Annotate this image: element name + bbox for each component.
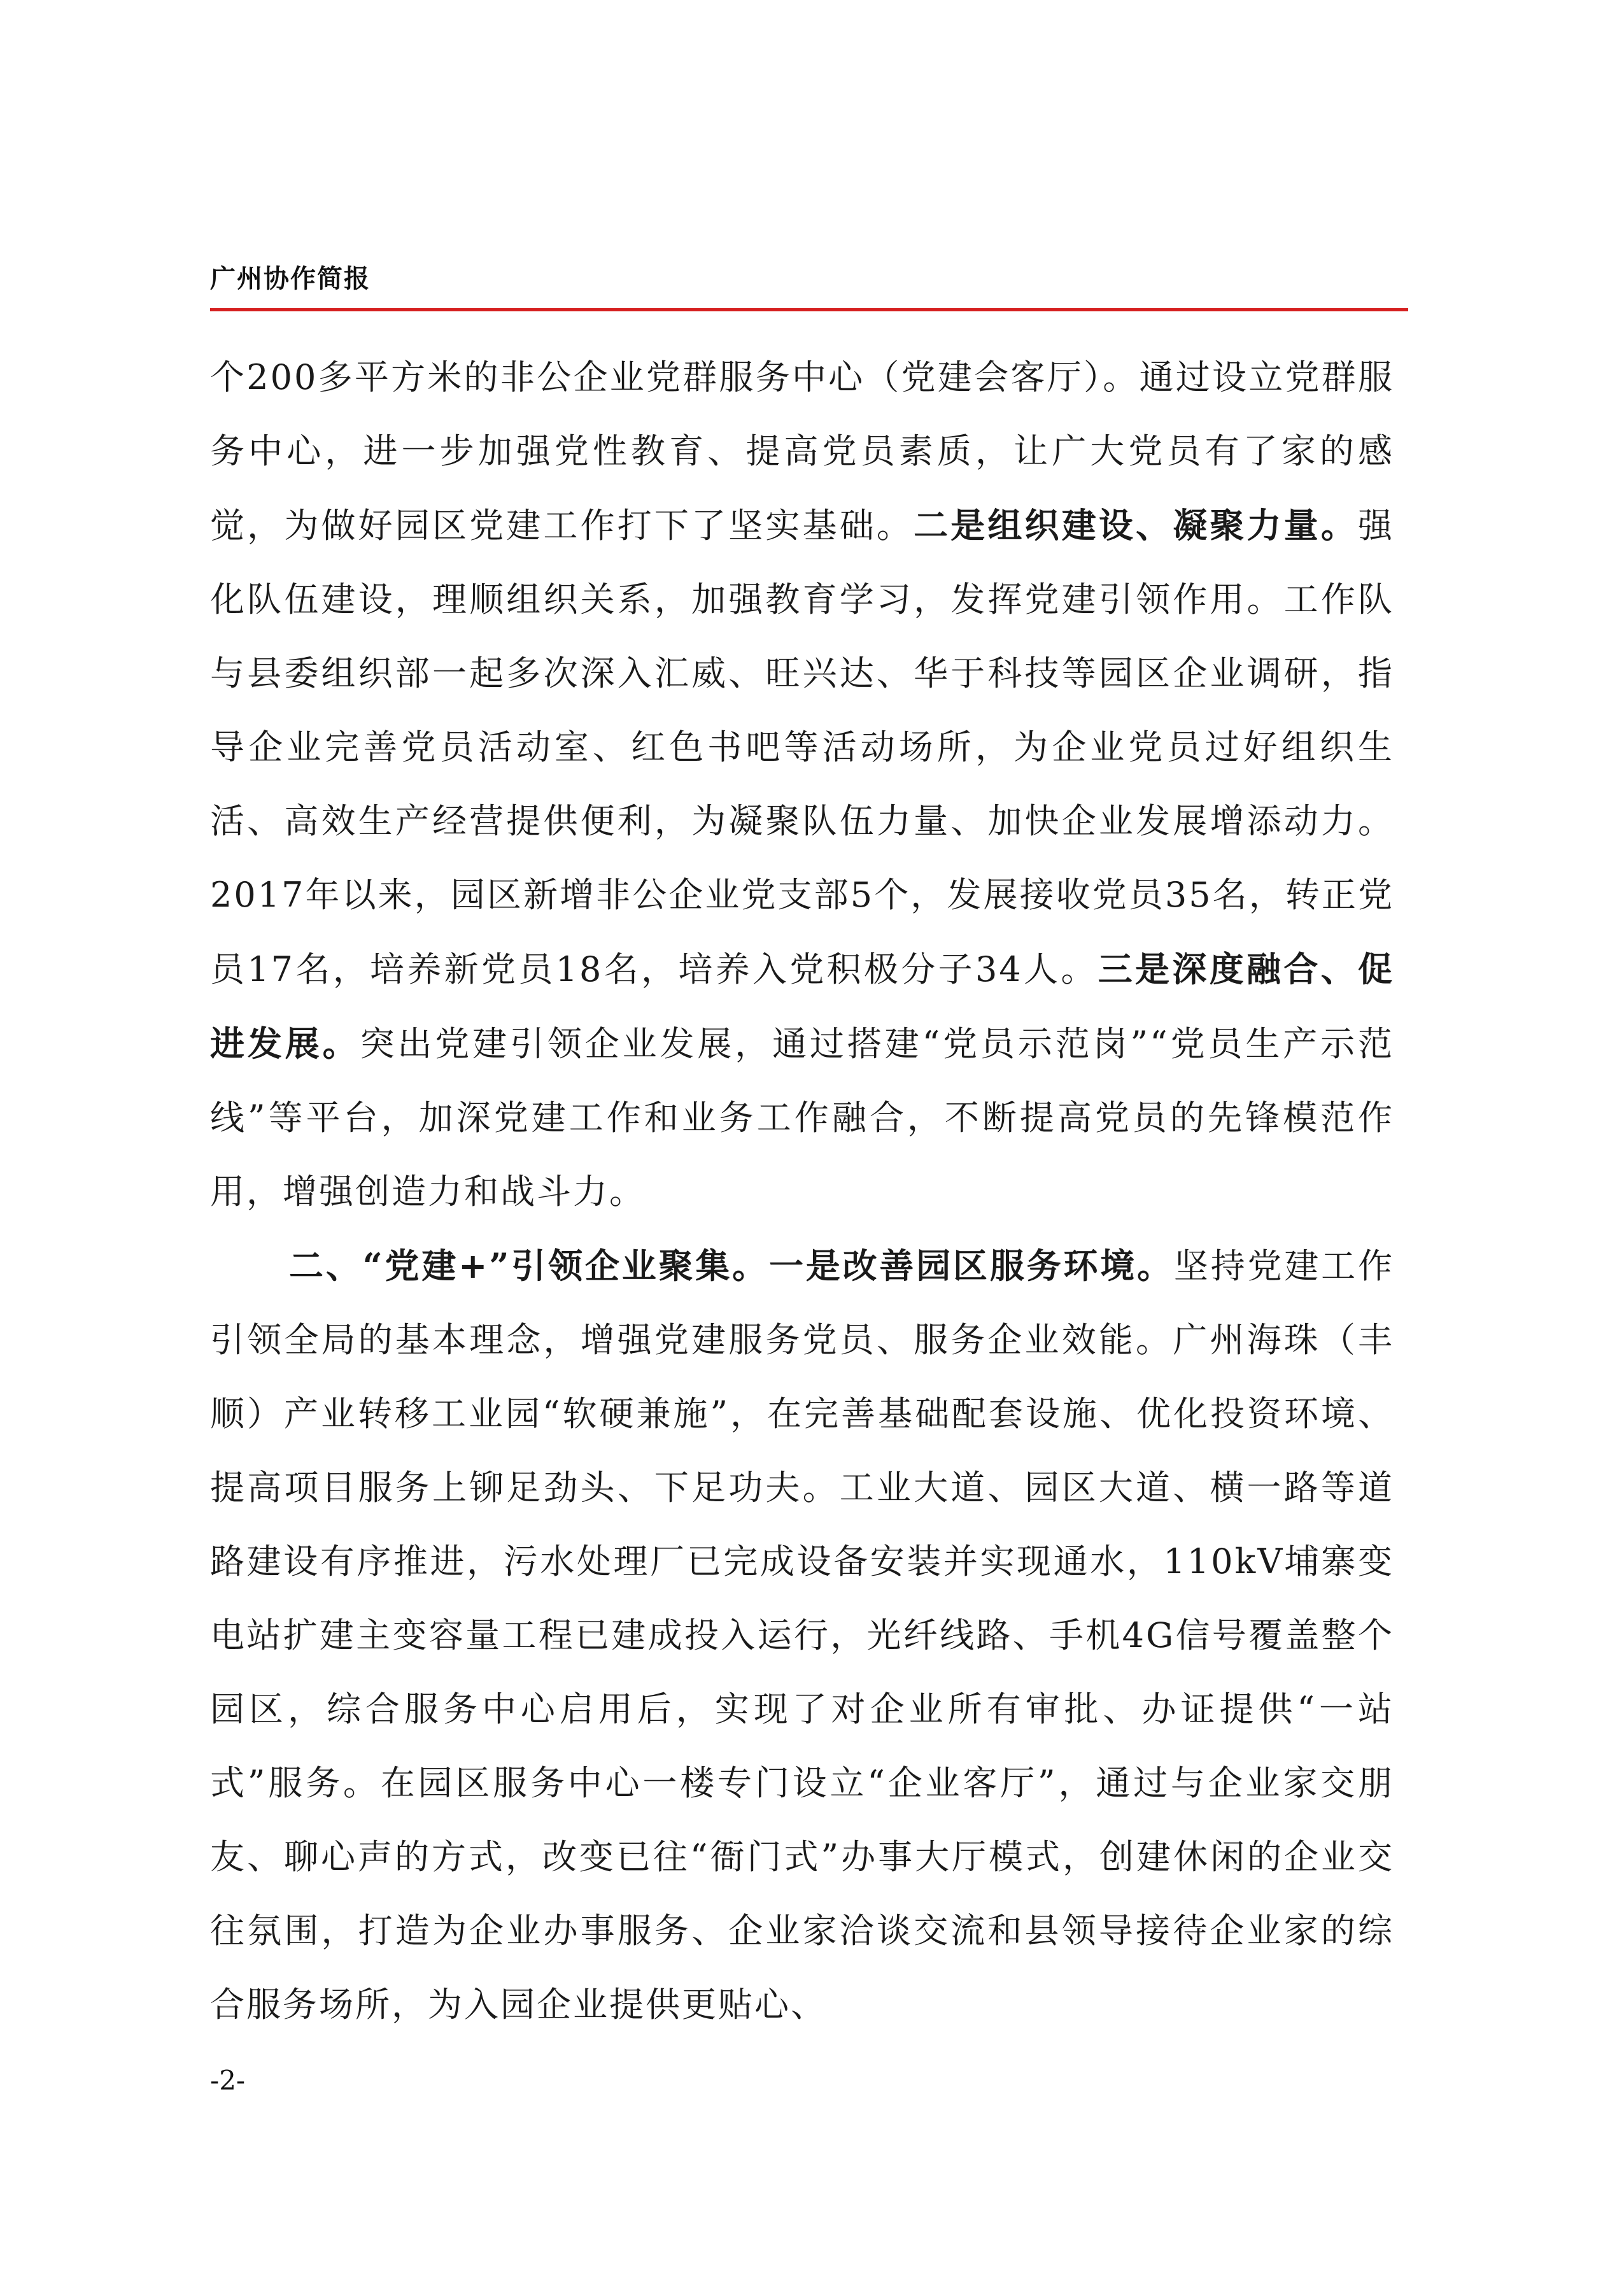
paragraph-2 bbox=[210, 1229, 1394, 2042]
page-number: -2- bbox=[210, 2065, 246, 2096]
paragraph-bold-heading: 二是组织建设、凝聚力量。 bbox=[914, 505, 1359, 546]
paragraph-text: 坚持党建工作引领全局的基本理念，增强党建服务党员、服务企业效能。广州海珠（丰顺）产业转移工业园“软硬兼施”，在完善基础配套设施、优化投资环境、提高项目服务上铆足劲头、下足功夫。工业大道、园区大道、横一路等道路建设有序推进，污水处理厂已完成设备安装并实现通水，110kV埔寨变电站扩建主变容量工程已建成投入运行，光纤线路、手机4G信号覆盖整个园区，综合服务中心启用后，实现了对企业所有审批、办证提供“一站式”服务。在园区服务中心一楼专门设立“企业客厅”，通过与企业家交朋友、聊心声的方式，改变已往“衙门式”办事大厅模式，创建休闲的企业交往氛围，打造为企业办事服务、企业家洽谈交流和县领导接待企业家的综合服务场所，为入园企业提供更贴心、 bbox=[210, 1246, 1394, 2025]
paragraph-text: 突出党建引领企业发展，通过搭建“党员示范岗”“党员生产示范线”等平台，加深党建工作和业务工作融合，不断提高党员的先锋模范作用，增强创造力和战斗力。 bbox=[210, 1024, 1394, 1212]
section-heading: 二、“党建+”引领企业聚集。一是改善园区服务环境。 bbox=[289, 1245, 1174, 1286]
paragraph-bold-heading: 三是深度融合、促进发展。 bbox=[210, 949, 1395, 1064]
bulletin-header-title: 广州协作简报 bbox=[210, 264, 371, 294]
paragraph-text: 强化队伍建设，理顺组织关系，加强教育学习，发挥党建引领作用。工作队与县委组织部一起多次深入汇威、旺兴达、华于科技等园区企业调研，指导企业完善党员活动室、红色书吧等活动场所，为企业党员过好组织生活、高效生产经营提供便利，为凝聚队伍力量、加快企业发展增添动力。2017年以来，园区新增非公企业党支部5个，发展接收党员35名，转正党员17名，培养新党员18名，培养入党积极分子34人。 bbox=[210, 506, 1395, 989]
paragraph-text: 个200多平方米的非公企业党群服务中心（党建会客厅）。通过设立党群服务中心，进一步加强党性教育、提高党员素质，让广大党员有了家的感觉，为做好园区党建工作打下了坚实基础。 bbox=[210, 357, 1394, 546]
header-divider bbox=[210, 308, 1408, 311]
document-body bbox=[210, 341, 1394, 2042]
paragraph-1 bbox=[210, 341, 1394, 1229]
